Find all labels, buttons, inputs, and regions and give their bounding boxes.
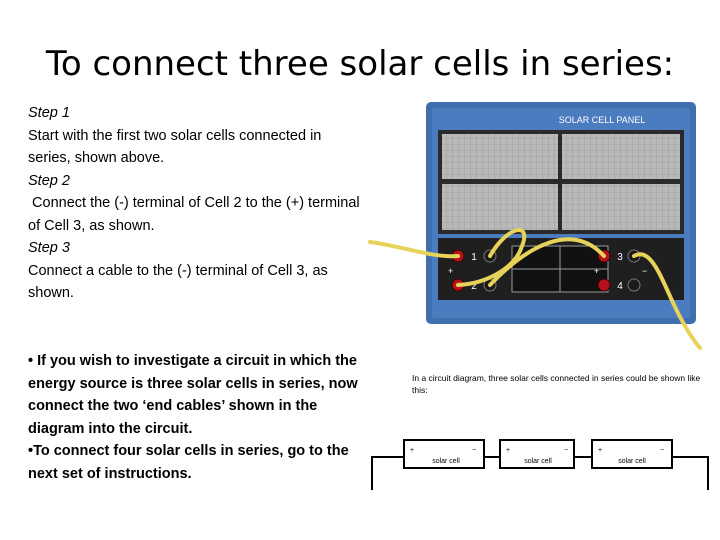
solar-cell-2	[562, 134, 680, 179]
minus-sign: −	[642, 266, 648, 276]
cell-label: solar cell	[524, 458, 552, 465]
step-2-label: Step 2	[28, 172, 70, 189]
terminal-minus-4	[628, 279, 640, 291]
minus-sign: −	[498, 266, 504, 276]
step-1-label: Step 1	[28, 105, 70, 121]
step-3-text: Connect a cable to the (-) terminal of Cell 3, as shown.	[28, 262, 332, 301]
cell-minus: −	[564, 447, 569, 454]
terminal-plus-4	[598, 279, 610, 291]
step-1-text: Start with the first two solar cells connected in series, shown above.	[28, 127, 326, 166]
circuit-caption: In a circuit diagram, three solar cells connected in series could be shown like this:	[412, 373, 701, 395]
circuit-wire-right	[672, 457, 708, 490]
circuit-diagram	[360, 430, 720, 490]
solar-cell-3	[442, 184, 558, 230]
panel-label: SOLAR CELL PANEL	[558, 115, 646, 125]
cell-label: solar cell	[618, 458, 646, 465]
cell-minus: −	[472, 447, 477, 454]
solar-cell-1	[442, 134, 558, 179]
cell-plus: +	[506, 447, 511, 454]
solar-panel-photo	[362, 96, 702, 351]
plus-sign: +	[448, 266, 454, 276]
terminal-number-2: 2	[471, 281, 477, 292]
cell-plus: +	[598, 447, 603, 454]
cell-minus: −	[660, 447, 665, 454]
terminal-number-1: 1	[471, 252, 477, 263]
circuit-wire-left	[372, 457, 404, 490]
terminal-number-3: 3	[617, 252, 623, 263]
plus-sign: +	[594, 266, 600, 276]
cell-plus: +	[410, 447, 415, 454]
cell-label: solar cell	[432, 458, 460, 465]
page-title: To connect three solar cells in series:	[45, 44, 675, 84]
instructions-steps	[28, 102, 368, 305]
step-2-text: Connect the (-) terminal of Cell 2 to the (+) terminal of Cell 3, as shown.	[28, 195, 364, 234]
step-3-label: Step 3	[28, 240, 70, 256]
note-four-cells: •To connect four solar cells in series, go to the next set of instructions.	[28, 443, 349, 482]
notes-block	[28, 350, 358, 485]
solar-cell-4	[562, 184, 680, 230]
terminal-number-4: 4	[617, 281, 623, 292]
note-three-cells: • If you wish to investigate a circuit in which the energy source is three solar cells in series, now connect the two ‘end cables’ shown in the diagram into the circuit.	[28, 353, 358, 437]
